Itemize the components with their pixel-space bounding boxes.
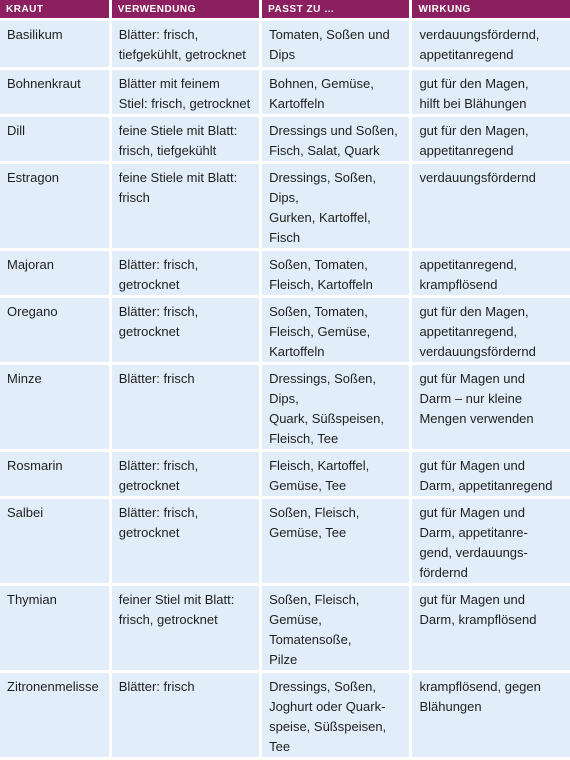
table-row: [0, 251, 570, 295]
table-row: [0, 365, 570, 449]
cell-wirkung: verdauungsfördernd, appetitanregend: [412, 21, 570, 67]
cell-kraut: Estragon: [0, 164, 109, 248]
table-row: [0, 298, 570, 362]
cell-kraut: Bohnenkraut: [0, 70, 109, 114]
table-row: [0, 164, 570, 248]
cell-passt-zu: Dressings, Soßen, Dips, Gurken, Kartoffel, Fisch: [262, 164, 409, 248]
cell-passt-zu: Soßen, Tomaten, Fleisch, Kartoffeln: [262, 251, 409, 295]
cell-passt-zu: Soßen, Tomaten, Fleisch, Gemüse, Kartoffeln: [262, 298, 409, 362]
cell-wirkung: gut für den Magen, appetitanregend, verdauungsfördernd: [412, 298, 570, 362]
cell-wirkung: gut für den Magen, appetitanregend: [412, 117, 570, 161]
cell-verwendung: Blätter: frisch: [112, 673, 259, 757]
cell-passt-zu: Fleisch, Kartoffel, Gemüse, Tee: [262, 452, 409, 496]
cell-kraut: Oregano: [0, 298, 109, 362]
table-row: [0, 117, 570, 161]
cell-wirkung: gut für Magen und Darm – nur kleine Mengen verwenden: [412, 365, 570, 449]
cell-passt-zu: Bohnen, Gemüse, Kartoffeln: [262, 70, 409, 114]
cell-wirkung: gut für den Magen, hilft bei Blähungen: [412, 70, 570, 114]
cell-passt-zu: Soßen, Fleisch, Gemüse, Tee: [262, 499, 409, 583]
cell-wirkung: gut für Magen und Darm, appetitanregend: [412, 452, 570, 496]
cell-kraut: Zitronenmelisse: [0, 673, 109, 757]
header-verwendung: VERWENDUNG: [112, 0, 259, 18]
header-kraut: KRAUT: [0, 0, 109, 18]
cell-wirkung: krampflösend, gegen Blähungen: [412, 673, 570, 757]
cell-wirkung: gut für Magen und Darm, appetitanre- gend, verdauungs- fördernd: [412, 499, 570, 583]
table-row: [0, 452, 570, 496]
cell-wirkung: appetitanregend, krampflösend: [412, 251, 570, 295]
cell-verwendung: Blätter: frisch, getrocknet: [112, 452, 259, 496]
cell-passt-zu: Dressings und Soßen, Fisch, Salat, Quark: [262, 117, 409, 161]
cell-kraut: Minze: [0, 365, 109, 449]
cell-verwendung: Blätter: frisch, tiefgekühlt, getrocknet: [112, 21, 259, 67]
cell-passt-zu: Dressings, Soßen, Joghurt oder Quark- speise, Süßspeisen, Tee: [262, 673, 409, 757]
cell-verwendung: feiner Stiel mit Blatt: frisch, getrocknet: [112, 586, 259, 670]
cell-verwendung: feine Stiele mit Blatt: frisch, tiefgekühlt: [112, 117, 259, 161]
header-wirkung: WIRKUNG: [412, 0, 570, 18]
cell-kraut: Majoran: [0, 251, 109, 295]
cell-verwendung: feine Stiele mit Blatt: frisch: [112, 164, 259, 248]
cell-passt-zu: Tomaten, Soßen und Dips: [262, 21, 409, 67]
table-row: [0, 70, 570, 114]
table-row: [0, 499, 570, 583]
cell-verwendung: Blätter: frisch, getrocknet: [112, 298, 259, 362]
header-row: [0, 0, 570, 18]
cell-kraut: Basilikum: [0, 21, 109, 67]
cell-verwendung: Blätter mit feinem Stiel: frisch, getrocknet: [112, 70, 259, 114]
table-row: [0, 586, 570, 670]
cell-wirkung: verdauungsfördernd: [412, 164, 570, 248]
cell-kraut: Thymian: [0, 586, 109, 670]
table-row: [0, 673, 570, 757]
cell-kraut: Rosmarin: [0, 452, 109, 496]
cell-verwendung: Blätter: frisch, getrocknet: [112, 499, 259, 583]
cell-passt-zu: Dressings, Soßen, Dips, Quark, Süßspeisen, Fleisch, Tee: [262, 365, 409, 449]
header-passt-zu: PASST ZU …: [262, 0, 409, 18]
cell-passt-zu: Soßen, Fleisch, Gemüse, Tomatensoße, Pilze: [262, 586, 409, 670]
cell-kraut: Salbei: [0, 499, 109, 583]
cell-kraut: Dill: [0, 117, 109, 161]
cell-verwendung: Blätter: frisch, getrocknet: [112, 251, 259, 295]
cell-verwendung: Blätter: frisch: [112, 365, 259, 449]
cell-wirkung: gut für Magen und Darm, krampflösend: [412, 586, 570, 670]
table-row: [0, 21, 570, 67]
